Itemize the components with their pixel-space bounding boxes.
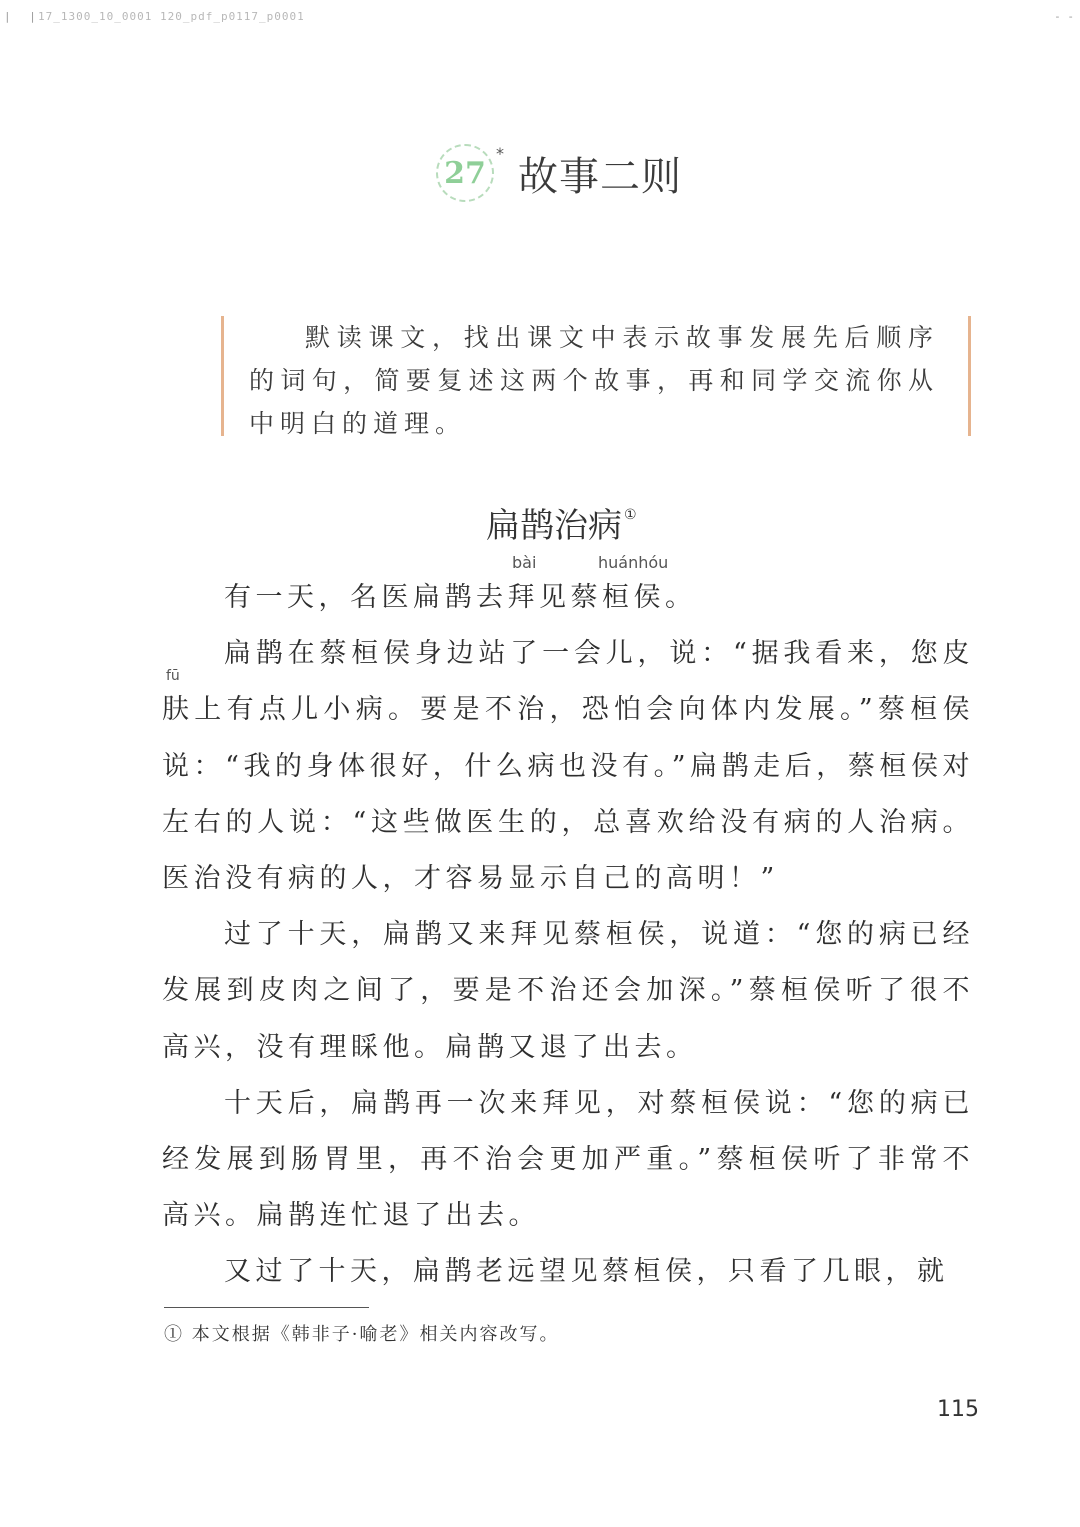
- lesson-name: 故事二则: [518, 153, 682, 200]
- footnote-ref: ①: [624, 506, 637, 523]
- lesson-title: [436, 138, 682, 208]
- story-paragraph: 扁鹊在蔡桓侯身边站了一会儿，说：“据我看来，您皮肤上有点儿小病。要是不治，恐怕会向体内发展。”蔡桓侯说：“我的身体很好，什么病也没有。”扁鹊走后，蔡桓侯对左右的人说：“这些做医生的，总喜欢给没有病的人治病。医治没有病的人，才容易显示自己的高明！”: [162, 638, 974, 895]
- pinyin-annotation: huánhóu: [598, 553, 669, 572]
- instruction-text: 默读课文，找出课文中表示故事发展先后顺序的词句，简要复述这两个故事，再和同学交流你从中明白的道理。: [249, 323, 939, 438]
- pinyin-annotation: fū: [166, 668, 180, 684]
- scan-header-strip: [0, 6, 1080, 26]
- page-number: 115: [937, 1397, 979, 1422]
- story-paragraph: 有一天，名医扁鹊去拜见蔡桓侯。: [224, 582, 697, 613]
- story-paragraph: 过了十天，扁鹊又来拜见蔡桓侯，说道：“您的病已经发展到皮肉之间了，要是不治还会加深。”蔡桓侯听了很不高兴，没有理睬他。扁鹊又退了出去。: [162, 919, 974, 1063]
- lesson-number: 27: [444, 155, 486, 191]
- instruction-left-bar: [221, 316, 224, 436]
- story-body: [162, 570, 974, 1301]
- footnote-divider: [164, 1307, 369, 1308]
- story-title-text: 扁鹊治病: [486, 506, 622, 546]
- instruction-right-bar: [968, 316, 971, 436]
- footnote: ① 本文根据《韩非子·喻老》相关内容改写。: [164, 1324, 560, 1345]
- story-title: [486, 498, 637, 547]
- reading-instruction-box: [221, 316, 971, 436]
- scan-file-label: 17_1300_10_0001 120_pdf_p0117_p0001: [38, 10, 305, 23]
- optional-lesson-star-icon: *: [496, 143, 504, 163]
- scan-right-mark: - -: [1054, 10, 1074, 23]
- story-paragraph: 十天后，扁鹊再一次来拜见，对蔡桓侯说：“您的病已经发展到肠胃里，再不治会更加严重。”蔡桓侯听了非常不高兴。扁鹊连忙退了出去。: [162, 1087, 974, 1232]
- scan-marks: | |: [4, 10, 42, 23]
- story-paragraph: 又过了十天，扁鹊老远望见蔡桓侯，只看了几眼，就: [224, 1256, 949, 1288]
- pinyin-annotation: bài: [512, 553, 537, 572]
- lesson-number-badge: [436, 144, 494, 202]
